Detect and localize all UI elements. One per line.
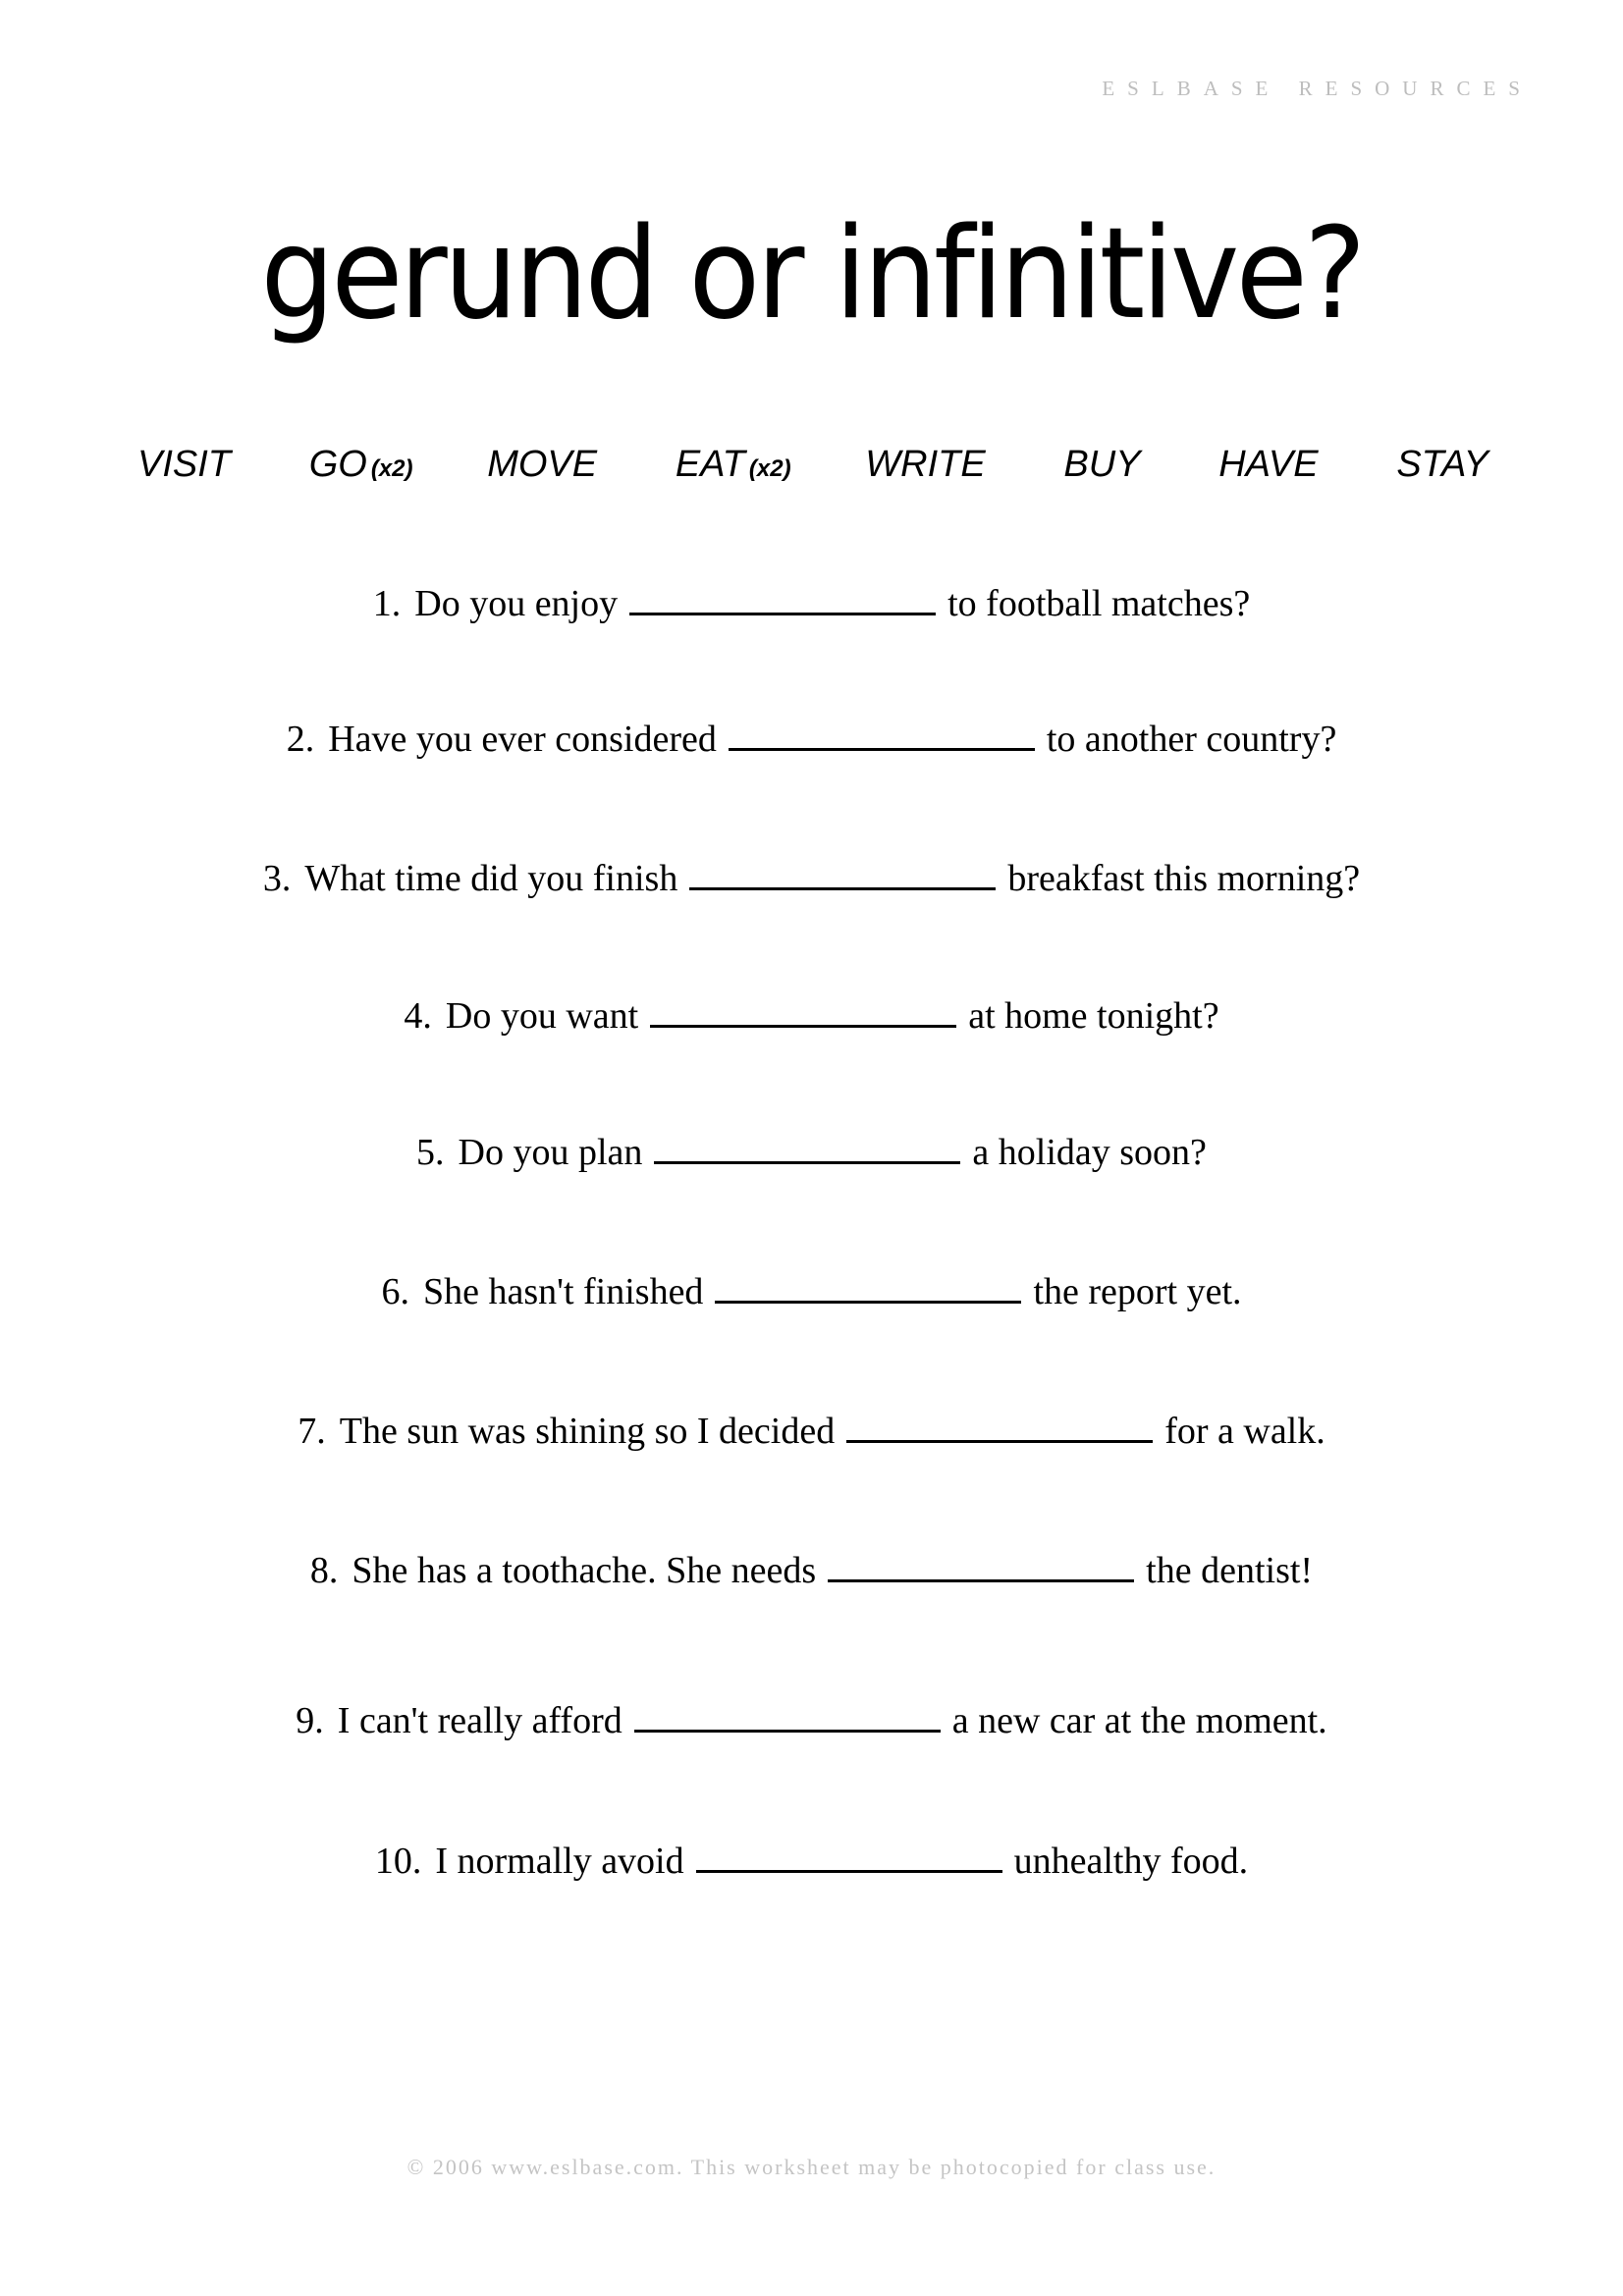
sentence-after: a new car at the moment. bbox=[951, 1700, 1327, 1741]
sentence-number: 10. bbox=[374, 1841, 422, 1882]
word: WRITE bbox=[865, 444, 986, 485]
exercise-sentence-7 bbox=[0, 1410, 1623, 1453]
sentence-after: for a walk. bbox=[1164, 1411, 1325, 1452]
sentence-number: 3. bbox=[262, 858, 292, 899]
sentence-before: Do you want bbox=[445, 995, 639, 1037]
word-bank-item bbox=[676, 444, 791, 486]
sentence-number: 1. bbox=[372, 583, 402, 624]
sentence-number: 6. bbox=[381, 1271, 409, 1312]
sentence-before: She hasn't finished bbox=[422, 1271, 704, 1312]
sentence-after: to football matches? bbox=[947, 583, 1251, 624]
sentence-after: at home tonight? bbox=[968, 995, 1219, 1037]
exercise-sentence-10 bbox=[0, 1840, 1623, 1883]
word-multiplier: (x2) bbox=[748, 455, 791, 482]
word-bank-item bbox=[1063, 444, 1144, 486]
exercise-sentence-2 bbox=[0, 718, 1623, 761]
word: BUY bbox=[1063, 444, 1141, 485]
brand-header: ESLBASE RESOURCES bbox=[1102, 77, 1533, 100]
sentence-number: 7. bbox=[298, 1411, 326, 1452]
answer-blank[interactable] bbox=[696, 1841, 1002, 1873]
word: EAT bbox=[675, 444, 745, 485]
word-bank-item bbox=[1218, 444, 1322, 486]
sentence-before: The sun was shining so I decided bbox=[339, 1411, 836, 1452]
word: VISIT bbox=[137, 444, 232, 485]
answer-blank[interactable] bbox=[846, 1411, 1153, 1443]
exercise-sentence-1 bbox=[0, 582, 1623, 625]
sentence-number: 8. bbox=[309, 1550, 339, 1591]
sentence-after: unhealthy food. bbox=[1013, 1841, 1249, 1882]
sentence-number: 2. bbox=[286, 719, 315, 760]
word-bank-item bbox=[137, 444, 235, 486]
sentence-after: breakfast this morning? bbox=[1007, 858, 1361, 899]
sentence-after: a holiday soon? bbox=[972, 1132, 1207, 1173]
sentence-after: the dentist! bbox=[1146, 1550, 1314, 1591]
sentence-number: 5. bbox=[416, 1132, 445, 1173]
exercise-sentence-5 bbox=[0, 1131, 1623, 1174]
word-bank-item bbox=[487, 444, 601, 486]
word: STAY bbox=[1396, 444, 1488, 485]
sentence-number: 9. bbox=[296, 1700, 324, 1741]
sentence-after: the report yet. bbox=[1033, 1271, 1242, 1312]
answer-blank[interactable] bbox=[654, 1132, 960, 1164]
answer-blank[interactable] bbox=[650, 995, 956, 1028]
exercise-sentence-9 bbox=[0, 1699, 1623, 1742]
word-multiplier: (x2) bbox=[370, 455, 413, 482]
answer-blank[interactable] bbox=[629, 583, 936, 615]
sentence-before: Do you enjoy bbox=[414, 583, 619, 624]
word-bank-item bbox=[309, 444, 413, 486]
word: GO bbox=[308, 444, 367, 485]
sentence-before: She has a toothache. She needs bbox=[352, 1550, 817, 1591]
exercise-sentence-3 bbox=[0, 857, 1623, 900]
sentence-after: to another country? bbox=[1046, 719, 1337, 760]
sentence-number: 4. bbox=[404, 995, 432, 1037]
word-bank bbox=[137, 444, 1492, 486]
sentence-before: Do you plan bbox=[458, 1132, 643, 1173]
word-bank-item bbox=[1396, 444, 1492, 486]
answer-blank[interactable] bbox=[729, 719, 1035, 751]
word-bank-item bbox=[865, 444, 989, 486]
worksheet-title: gerund or infinitive? bbox=[260, 201, 1363, 347]
copyright-footer: © 2006 www.eslbase.com. This worksheet may be photocopied for class use. bbox=[406, 2155, 1217, 2179]
sentence-before: I normally avoid bbox=[435, 1841, 684, 1882]
exercise-sentence-8 bbox=[0, 1549, 1623, 1592]
sentence-before: What time did you finish bbox=[304, 858, 678, 899]
sentence-before: I can't really afford bbox=[337, 1700, 622, 1741]
exercise-sentence-6 bbox=[0, 1270, 1623, 1313]
answer-blank[interactable] bbox=[828, 1550, 1134, 1582]
sentence-before: Have you ever considered bbox=[328, 719, 717, 760]
answer-blank[interactable] bbox=[715, 1271, 1021, 1304]
exercise-sentence-4 bbox=[0, 994, 1623, 1038]
answer-blank[interactable] bbox=[634, 1700, 941, 1733]
word: HAVE bbox=[1218, 444, 1319, 485]
word: MOVE bbox=[487, 444, 598, 485]
answer-blank[interactable] bbox=[689, 858, 996, 890]
